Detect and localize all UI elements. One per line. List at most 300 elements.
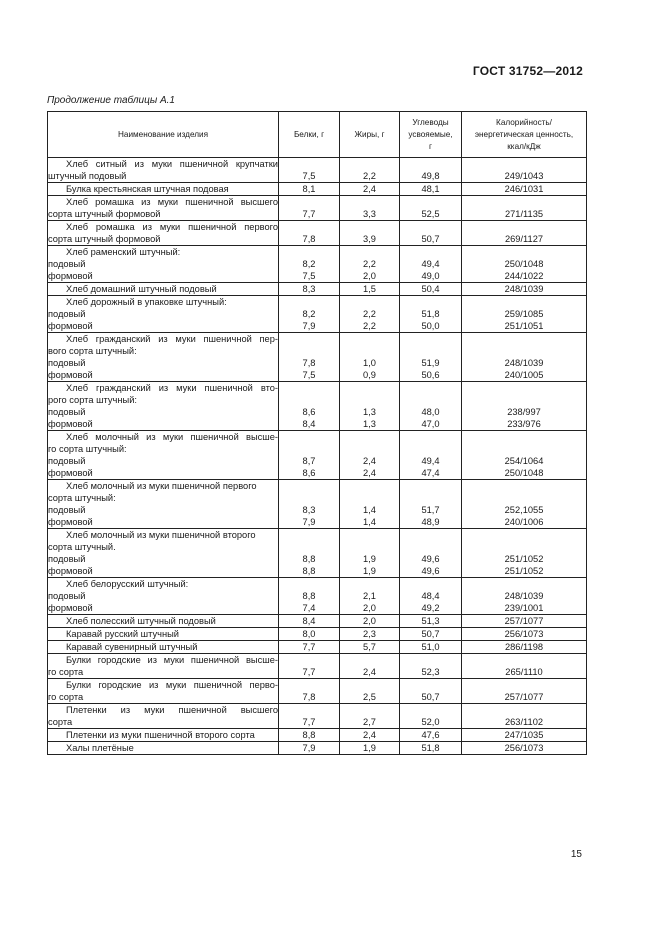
cell-spacer: [462, 529, 586, 541]
product-name-cell: [48, 578, 279, 615]
page-number: 15: [570, 849, 582, 860]
carbs-cell: [400, 654, 462, 679]
cell-spacer: [340, 704, 399, 716]
cell-value: 49,6: [421, 566, 440, 576]
cell-value: 2,3: [363, 629, 376, 639]
product-name-cell: [48, 615, 279, 628]
cell-spacer: [462, 296, 586, 308]
cell-value: 2,1: [363, 591, 376, 601]
cell-value: 251/1052: [504, 566, 544, 576]
energy-cell: [462, 654, 587, 679]
carbs-cell: [400, 704, 462, 729]
protein-cell: [279, 431, 340, 480]
product-name-line: сорта штучный:: [48, 493, 116, 503]
cell-spacer: [462, 704, 586, 716]
protein-cell: [279, 742, 340, 755]
cell-spacer: [340, 541, 399, 553]
cell-value: 49,0: [421, 271, 440, 281]
cell-value: 2,0: [363, 271, 376, 281]
cell-spacer: [400, 679, 461, 691]
cell-value: 269/1127: [504, 234, 544, 244]
cell-value: 252,1055: [504, 505, 544, 515]
table-row: [48, 221, 587, 246]
cell-spacer: [279, 704, 339, 716]
fat-cell: [340, 641, 400, 654]
cell-value: 52,0: [421, 717, 440, 727]
cell-value: 256/1073: [504, 629, 544, 639]
cell-spacer: [400, 443, 461, 455]
cell-value: 1,3: [363, 419, 376, 429]
cell-value: 240/1005: [504, 370, 544, 380]
cell-value: 2,0: [363, 603, 376, 613]
nutrition-table: [47, 111, 587, 755]
column-header-name: Наименование изделия: [48, 112, 279, 158]
carbs-cell: [400, 333, 462, 382]
cell-value: 51,9: [421, 358, 440, 368]
product-name-line: го сорта штучный:: [48, 444, 127, 454]
product-name-line: Каравай сувенирный штучный: [66, 642, 198, 652]
cell-value: 47,0: [421, 419, 440, 429]
product-name-line: Хлеб дорожный в упаковке штучный:: [66, 297, 227, 307]
cell-value: 51,8: [421, 309, 440, 319]
cell-spacer: [279, 679, 339, 691]
cell-value: 250/1048: [504, 259, 544, 269]
cell-spacer: [400, 431, 461, 443]
cell-value: 2,2: [363, 171, 376, 181]
product-name-cell: [48, 158, 279, 183]
table-row: [48, 628, 587, 641]
carbs-cell: [400, 679, 462, 704]
carbs-cell: [400, 283, 462, 296]
carbs-cell: [400, 382, 462, 431]
cell-value: 8,8: [302, 591, 316, 601]
cell-value: 2,4: [363, 667, 376, 677]
cell-value: 2,2: [363, 309, 376, 319]
cell-spacer: [340, 196, 399, 208]
column-header-protein: Белки, г: [279, 112, 340, 158]
fat-cell: [340, 480, 400, 529]
fat-cell: [340, 729, 400, 742]
fat-cell: [340, 615, 400, 628]
cell-value: 48,4: [421, 591, 440, 601]
carbs-cell: [400, 221, 462, 246]
cell-spacer: [340, 578, 399, 590]
cell-spacer: [400, 221, 461, 233]
fat-cell: [340, 296, 400, 333]
energy-cell: [462, 333, 587, 382]
cell-value: 1,0: [363, 358, 376, 368]
product-name-line: Каравай русский штучный: [66, 629, 179, 639]
cell-spacer: [340, 333, 399, 345]
cell-value: 7,5: [302, 271, 316, 281]
energy-cell: [462, 431, 587, 480]
cell-value: 7,7: [302, 667, 316, 677]
table-row: [48, 615, 587, 628]
fat-cell: [340, 679, 400, 704]
table-row: [48, 641, 587, 654]
carbs-cell: [400, 183, 462, 196]
cell-value: 2,4: [363, 184, 376, 194]
product-name-line: Плетенки из муки пшеничной высшего: [66, 705, 278, 715]
product-name-line: формовой: [48, 321, 93, 331]
cell-spacer: [400, 345, 461, 357]
cell-value: 7,7: [302, 209, 316, 219]
product-name-line: штучный подовый: [48, 171, 127, 181]
cell-spacer: [400, 492, 461, 504]
cell-value: 8,6: [302, 468, 316, 478]
cell-spacer: [279, 480, 339, 492]
cell-value: 239/1001: [504, 603, 544, 613]
cell-spacer: [279, 578, 339, 590]
cell-value: 8,1: [302, 184, 316, 194]
product-name-cell: [48, 196, 279, 221]
cell-value: 50,7: [421, 692, 440, 702]
cell-value: 250/1048: [504, 468, 544, 478]
table-row: [48, 480, 587, 529]
protein-cell: [279, 529, 340, 578]
cell-value: 52,5: [421, 209, 440, 219]
carbs-cell: [400, 196, 462, 221]
column-header-energy: Калорийность/ энергетическая ценность, ккал/кДж: [462, 112, 587, 158]
cell-spacer: [340, 221, 399, 233]
cell-spacer: [400, 196, 461, 208]
cell-spacer: [279, 345, 339, 357]
cell-value: 8,4: [302, 419, 316, 429]
cell-spacer: [340, 443, 399, 455]
cell-value: 1,3: [363, 407, 376, 417]
product-name-line: Хлеб ромашка из муки пшеничной высшего: [66, 197, 278, 207]
product-name-cell: [48, 679, 279, 704]
cell-value: 7,8: [302, 234, 316, 244]
carbs-cell: [400, 578, 462, 615]
cell-value: 1,9: [363, 743, 376, 753]
cell-value: 2,4: [363, 730, 376, 740]
cell-value: 8,8: [302, 566, 316, 576]
cell-spacer: [279, 394, 339, 406]
cell-spacer: [279, 529, 339, 541]
energy-cell: [462, 246, 587, 283]
cell-value: 7,4: [302, 603, 316, 613]
product-name-line: формовой: [48, 603, 93, 613]
table-row: [48, 679, 587, 704]
cell-value: 49,2: [421, 603, 440, 613]
cell-spacer: [462, 394, 586, 406]
product-name-cell: [48, 729, 279, 742]
cell-value: 249/1043: [504, 171, 544, 181]
cell-spacer: [400, 578, 461, 590]
carbs-cell: [400, 641, 462, 654]
cell-value: 51,3: [421, 616, 440, 626]
protein-cell: [279, 183, 340, 196]
product-name-line: Хлеб раменский штучный:: [66, 247, 181, 257]
cell-value: 1,4: [363, 505, 376, 515]
carbs-cell: [400, 729, 462, 742]
product-name-line: подовый: [48, 259, 86, 269]
cell-spacer: [400, 382, 461, 394]
table-row: [48, 296, 587, 333]
cell-value: 51,0: [421, 642, 440, 652]
cell-value: 49,6: [421, 554, 440, 564]
cell-spacer: [462, 382, 586, 394]
fat-cell: [340, 183, 400, 196]
protein-cell: [279, 333, 340, 382]
table-row: [48, 578, 587, 615]
energy-cell: [462, 221, 587, 246]
product-name-cell: [48, 246, 279, 283]
product-name-cell: [48, 283, 279, 296]
column-header-fat: Жиры, г: [340, 112, 400, 158]
product-name-line: Хлеб гражданский из муки пшеничной вто-: [66, 383, 278, 393]
table-row: [48, 729, 587, 742]
carbs-cell: [400, 158, 462, 183]
carbs-cell: [400, 628, 462, 641]
column-header-carbs: Углеводы усвояемые, г: [400, 112, 462, 158]
protein-cell: [279, 221, 340, 246]
product-name-line: Булки городские из муки пшеничной высше-: [66, 655, 278, 665]
cell-spacer: [462, 541, 586, 553]
cell-value: 2,2: [363, 259, 376, 269]
cell-spacer: [279, 431, 339, 443]
cell-value: 49,4: [421, 259, 440, 269]
cell-value: 48,9: [421, 517, 440, 527]
fat-cell: [340, 431, 400, 480]
cell-spacer: [340, 158, 399, 170]
protein-cell: [279, 704, 340, 729]
cell-value: 233/976: [507, 419, 541, 429]
carbs-cell: [400, 742, 462, 755]
cell-value: 257/1077: [504, 616, 544, 626]
cell-spacer: [400, 541, 461, 553]
cell-value: 2,5: [363, 692, 376, 702]
cell-value: 50,0: [421, 321, 440, 331]
cell-spacer: [340, 296, 399, 308]
cell-value: 48,1: [421, 184, 440, 194]
cell-value: 240/1006: [504, 517, 544, 527]
protein-cell: [279, 679, 340, 704]
cell-value: 49,8: [421, 171, 440, 181]
product-name-line: подовый: [48, 554, 86, 564]
cell-value: 2,4: [363, 456, 376, 466]
cell-value: 7,7: [302, 642, 316, 652]
energy-cell: [462, 615, 587, 628]
product-name-line: Хлеб молочный из муки пшеничной второго: [66, 530, 256, 540]
table-row: [48, 196, 587, 221]
fat-cell: [340, 221, 400, 246]
product-name-line: подовый: [48, 505, 86, 515]
cell-value: 251/1052: [504, 554, 544, 564]
energy-cell: [462, 704, 587, 729]
cell-spacer: [400, 654, 461, 666]
cell-spacer: [462, 492, 586, 504]
product-name-line: Хлеб ситный из муки пшеничной крупчатки: [66, 159, 278, 169]
cell-spacer: [400, 333, 461, 345]
cell-value: 48,0: [421, 407, 440, 417]
cell-spacer: [279, 541, 339, 553]
cell-value: 7,5: [302, 171, 316, 181]
cell-value: 238/997: [507, 407, 541, 417]
cell-value: 254/1064: [504, 456, 544, 466]
product-name-cell: [48, 742, 279, 755]
fat-cell: [340, 196, 400, 221]
cell-spacer: [340, 382, 399, 394]
cell-value: 248/1039: [504, 591, 544, 601]
cell-value: 8,6: [302, 407, 316, 417]
table-row: [48, 283, 587, 296]
product-name-line: Халы плетёные: [66, 743, 134, 753]
table-caption: Продолжение таблицы А.1: [47, 95, 175, 106]
table-row: [48, 158, 587, 183]
product-name-line: подовый: [48, 407, 86, 417]
table-row: [48, 333, 587, 382]
protein-cell: [279, 641, 340, 654]
cell-value: 1,9: [363, 566, 376, 576]
cell-spacer: [279, 246, 339, 258]
cell-value: 7,9: [302, 743, 316, 753]
carbs-cell: [400, 480, 462, 529]
cell-value: 50,4: [421, 284, 440, 294]
energy-cell: [462, 480, 587, 529]
fat-cell: [340, 628, 400, 641]
cell-spacer: [462, 431, 586, 443]
protein-cell: [279, 382, 340, 431]
cell-spacer: [400, 394, 461, 406]
product-name-line: подовый: [48, 456, 86, 466]
cell-value: 1,5: [363, 284, 376, 294]
cell-spacer: [400, 158, 461, 170]
fat-cell: [340, 578, 400, 615]
cell-value: 2,7: [363, 717, 376, 727]
cell-spacer: [400, 480, 461, 492]
cell-spacer: [340, 431, 399, 443]
product-name-line: сорта штучный формовой: [48, 234, 161, 244]
protein-cell: [279, 283, 340, 296]
table-row: [48, 704, 587, 729]
cell-value: 51,8: [421, 743, 440, 753]
product-name-cell: [48, 333, 279, 382]
product-name-line: подовый: [48, 309, 86, 319]
cell-spacer: [462, 578, 586, 590]
table-row: [48, 654, 587, 679]
product-name-cell: [48, 382, 279, 431]
cell-value: 286/1198: [504, 642, 544, 652]
cell-value: 7,8: [302, 692, 316, 702]
energy-cell: [462, 196, 587, 221]
protein-cell: [279, 158, 340, 183]
cell-spacer: [462, 158, 586, 170]
fat-cell: [340, 529, 400, 578]
product-name-line: Хлеб домашний штучный подовый: [66, 284, 217, 294]
product-name-cell: [48, 480, 279, 529]
cell-spacer: [400, 296, 461, 308]
cell-value: 248/1039: [504, 284, 544, 294]
product-name-line: формовой: [48, 271, 93, 281]
product-name-line: формовой: [48, 566, 93, 576]
table-row: [48, 742, 587, 755]
cell-value: 259/1085: [504, 309, 544, 319]
cell-spacer: [279, 158, 339, 170]
product-name-line: го сорта: [48, 667, 84, 677]
product-name-cell: [48, 296, 279, 333]
cell-spacer: [462, 654, 586, 666]
product-name-line: Хлеб полесский штучный подовый: [66, 616, 216, 626]
carbs-cell: [400, 529, 462, 578]
cell-value: 2,2: [363, 321, 376, 331]
cell-spacer: [279, 296, 339, 308]
table-row: [48, 246, 587, 283]
fat-cell: [340, 654, 400, 679]
cell-spacer: [279, 492, 339, 504]
product-name-line: сорта штучный.: [48, 542, 116, 552]
cell-spacer: [279, 221, 339, 233]
fat-cell: [340, 704, 400, 729]
cell-value: 251/1051: [504, 321, 544, 331]
product-name-line: Хлеб гражданский из муки пшеничной пер-: [66, 334, 278, 344]
energy-cell: [462, 158, 587, 183]
cell-spacer: [279, 382, 339, 394]
cell-value: 265/1110: [505, 667, 543, 677]
fat-cell: [340, 382, 400, 431]
cell-value: 8,3: [302, 284, 316, 294]
protein-cell: [279, 578, 340, 615]
protein-cell: [279, 615, 340, 628]
cell-spacer: [340, 394, 399, 406]
energy-cell: [462, 283, 587, 296]
product-name-line: формовой: [48, 419, 93, 429]
energy-cell: [462, 296, 587, 333]
product-name-line: Плетенки из муки пшеничной второго сорта: [66, 730, 255, 740]
cell-spacer: [340, 654, 399, 666]
carbs-cell: [400, 431, 462, 480]
product-name-line: сорта штучный формовой: [48, 209, 161, 219]
cell-value: 1,9: [363, 554, 376, 564]
carbs-cell: [400, 615, 462, 628]
cell-spacer: [400, 704, 461, 716]
cell-value: 3,3: [363, 209, 376, 219]
table-row: [48, 529, 587, 578]
product-name-cell: [48, 431, 279, 480]
cell-value: 7,9: [302, 321, 316, 331]
cell-value: 7,8: [302, 358, 316, 368]
cell-value: 8,3: [302, 505, 316, 515]
cell-spacer: [400, 246, 461, 258]
carbs-cell: [400, 246, 462, 283]
product-name-line: Булка крестьянская штучная подовая: [66, 184, 229, 194]
product-name-line: подовый: [48, 591, 86, 601]
cell-value: 50,6: [421, 370, 440, 380]
cell-spacer: [462, 443, 586, 455]
product-name-line: вого сорта штучный:: [48, 346, 137, 356]
product-name-line: Булки городские из муки пшеничной перво-: [66, 680, 278, 690]
protein-cell: [279, 480, 340, 529]
carbs-cell: [400, 296, 462, 333]
product-name-line: Хлеб молочный из муки пшеничной высше-: [66, 432, 278, 442]
product-name-line: го сорта: [48, 692, 84, 702]
cell-value: 0,9: [363, 370, 376, 380]
product-name-line: формовой: [48, 468, 93, 478]
cell-spacer: [340, 492, 399, 504]
protein-cell: [279, 296, 340, 333]
table-row: [48, 431, 587, 480]
product-name-cell: [48, 221, 279, 246]
fat-cell: [340, 158, 400, 183]
cell-value: 244/1022: [504, 271, 544, 281]
cell-value: 8,4: [302, 616, 316, 626]
cell-value: 257/1077: [504, 692, 544, 702]
energy-cell: [462, 382, 587, 431]
cell-value: 8,2: [302, 309, 316, 319]
product-name-cell: [48, 704, 279, 729]
cell-value: 47,4: [421, 468, 440, 478]
